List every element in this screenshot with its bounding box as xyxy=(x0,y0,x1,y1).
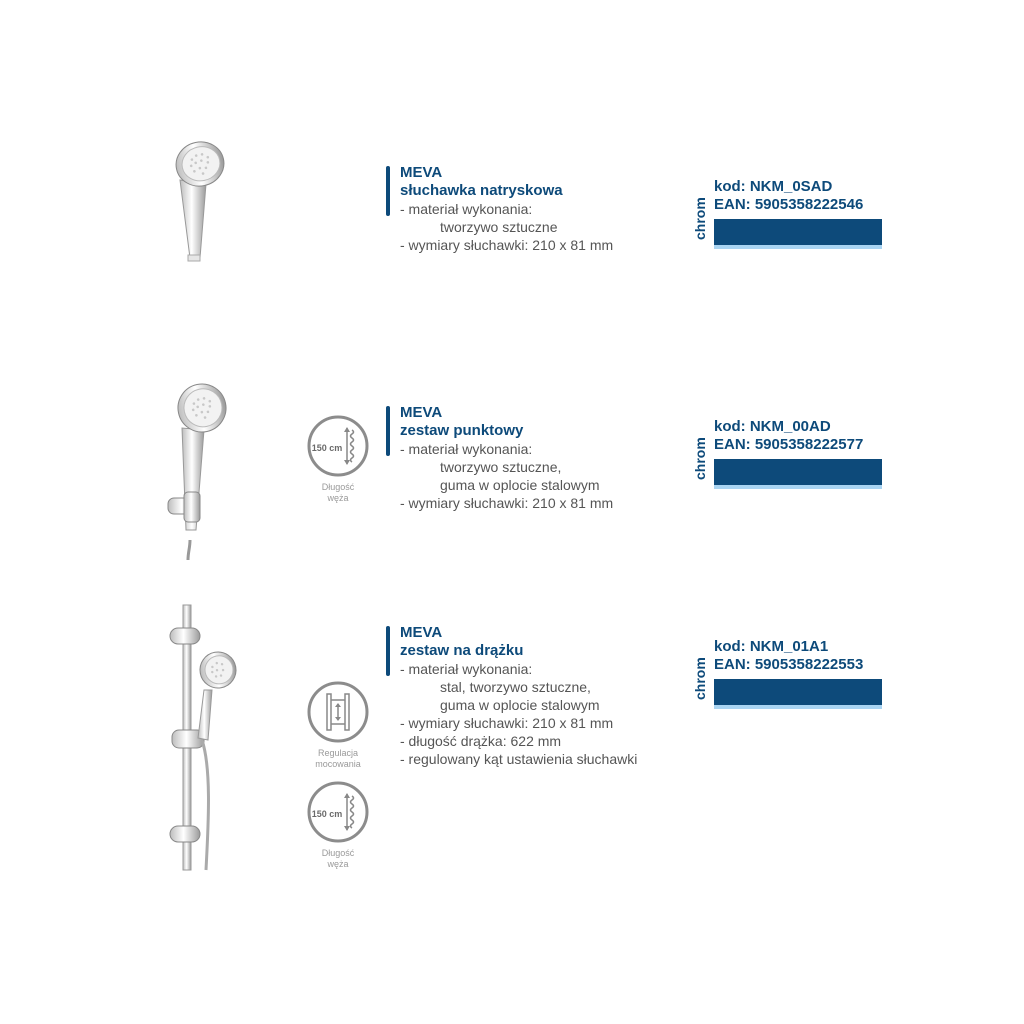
accent-bar xyxy=(386,626,390,676)
product-type: zestaw punktowy xyxy=(400,422,524,439)
product-description xyxy=(386,164,686,254)
finish-label: chrom xyxy=(692,197,708,240)
spec-item: tworzywo sztuczne, xyxy=(440,459,562,475)
badge-caption: Regulacja mocowania xyxy=(315,748,361,769)
brand-name: MEVA xyxy=(400,624,443,641)
product-code: kod: NKM_0SAD xyxy=(714,178,833,195)
spec-item: - wymiary słuchawki: 210 x 81 mm xyxy=(400,237,614,253)
spec-item: stal, tworzywo sztuczne, xyxy=(440,679,591,695)
svg-text:150 cm: 150 cm xyxy=(311,443,343,453)
svg-text:150 cm: 150 cm xyxy=(311,809,343,819)
finish-label: chrom xyxy=(692,437,708,480)
product-row xyxy=(0,380,1024,560)
spec-item: - materiał wykonania: xyxy=(400,661,533,677)
spec-list xyxy=(400,200,686,254)
spec-item: - wymiary słuchawki: 210 x 81 mm xyxy=(400,715,614,731)
product-code: kod: NKM_01A1 xyxy=(714,638,829,655)
hose-length-badge xyxy=(298,780,378,870)
finish-swatch xyxy=(714,679,882,709)
brand-name: MEVA xyxy=(400,404,443,421)
hose-length-badge xyxy=(298,414,378,504)
mount-adjust-badge xyxy=(298,680,378,770)
product-description xyxy=(386,404,686,512)
code-box xyxy=(692,638,884,709)
mount-adjust-icon xyxy=(306,680,370,744)
product-row xyxy=(0,600,1024,880)
product-description xyxy=(386,624,686,768)
product-row xyxy=(0,140,1024,280)
ean-code: EAN: 5905358222577 xyxy=(714,436,864,453)
badge-caption: Długość węża xyxy=(321,482,355,503)
spec-item: guma w oplocie stalowym xyxy=(440,697,600,713)
code-box xyxy=(692,418,884,489)
spec-item: - regulowany kąt ustawienia słuchawki xyxy=(400,751,638,767)
ean-code: EAN: 5905358222553 xyxy=(714,656,864,673)
finish-label: chrom xyxy=(692,657,708,700)
badge-caption: Długość węża xyxy=(321,848,355,869)
spec-item: - długość drążka: 622 mm xyxy=(400,733,562,749)
shower-rail-set-icon xyxy=(150,600,250,875)
spec-item: guma w oplocie stalowym xyxy=(440,477,600,493)
ean-code: EAN: 5905358222546 xyxy=(714,196,864,213)
product-code: kod: NKM_00AD xyxy=(714,418,831,435)
spec-item: - materiał wykonania: xyxy=(400,441,533,457)
hose-length-icon xyxy=(306,414,370,478)
accent-bar xyxy=(386,166,390,216)
spec-item: - materiał wykonania: xyxy=(400,201,533,217)
finish-swatch xyxy=(714,219,882,249)
spec-list xyxy=(400,660,686,768)
code-box xyxy=(692,178,884,249)
shower-set-holder-icon xyxy=(150,380,230,560)
brand-name: MEVA xyxy=(400,164,443,181)
hand-shower-icon xyxy=(160,140,230,270)
accent-bar xyxy=(386,406,390,456)
finish-swatch xyxy=(714,459,882,489)
product-type: słuchawka natryskowa xyxy=(400,182,563,199)
product-type: zestaw na drążku xyxy=(400,642,524,659)
hose-length-icon xyxy=(306,780,370,844)
spec-list xyxy=(400,440,686,512)
spec-item: tworzywo sztuczne xyxy=(440,219,558,235)
spec-item: - wymiary słuchawki: 210 x 81 mm xyxy=(400,495,614,511)
